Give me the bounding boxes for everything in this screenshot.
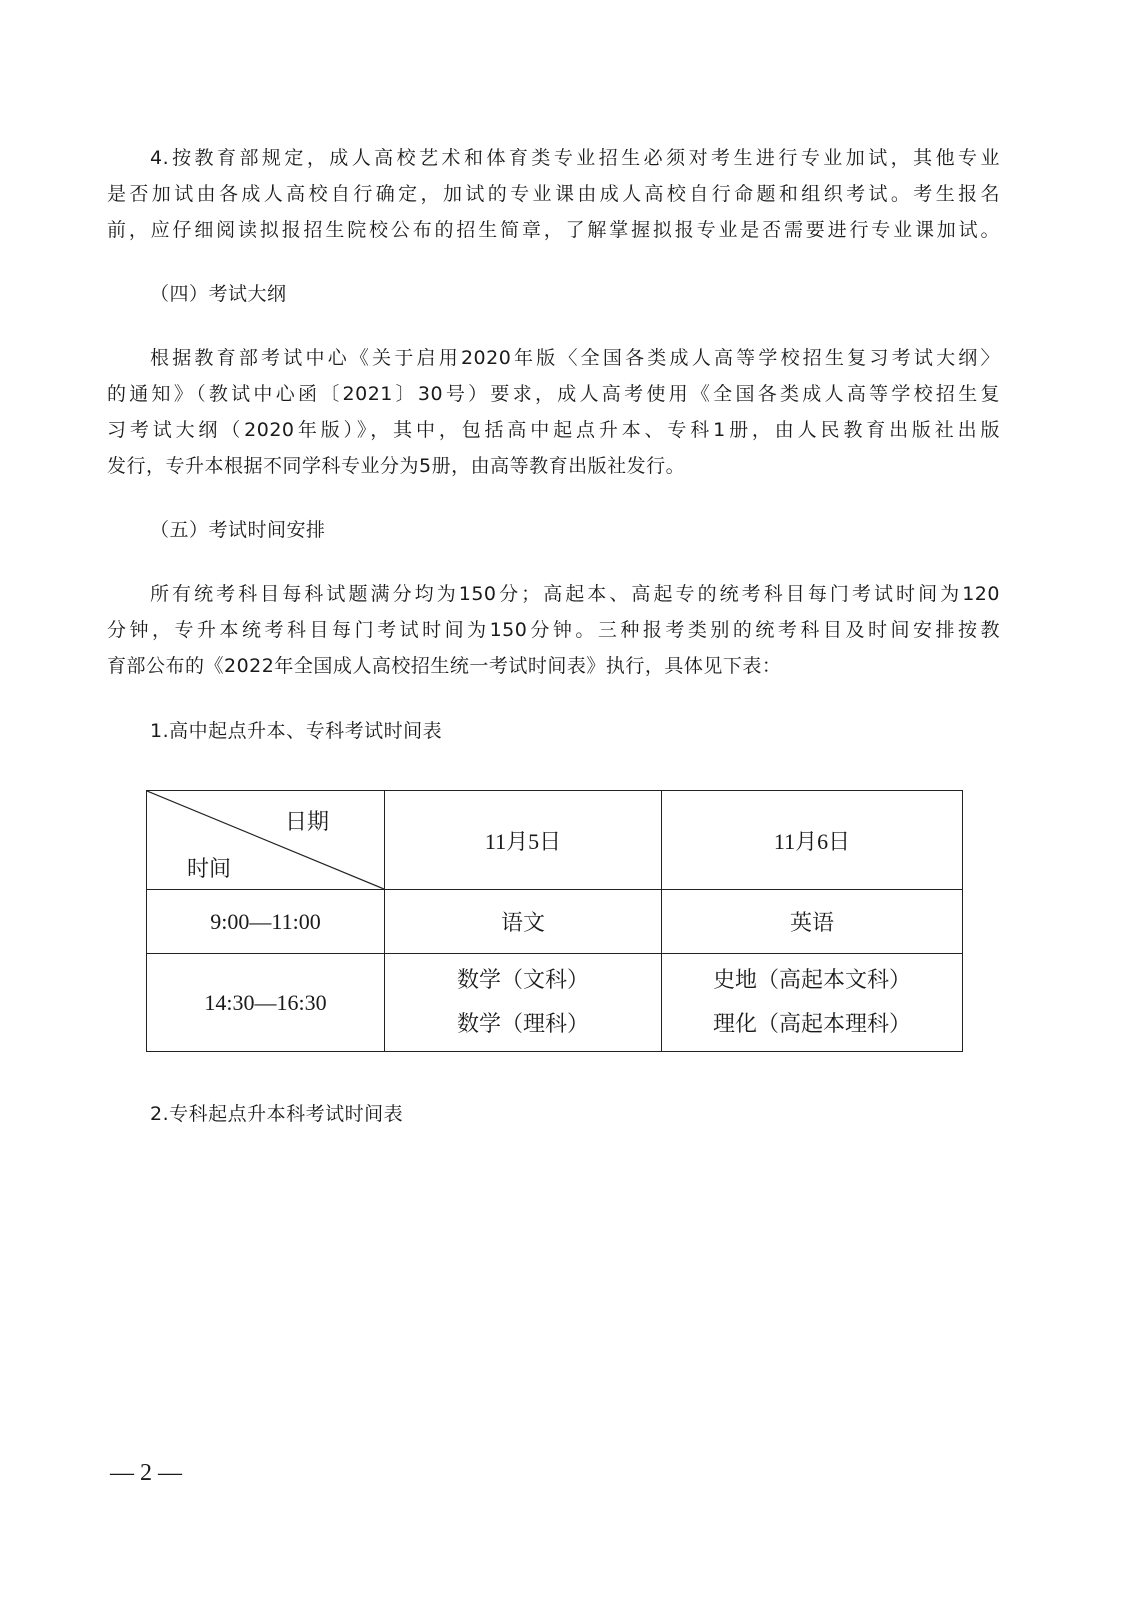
- text-line: 育部公布的《2022年全国成人高校招生统一考试时间表》执行，具体见下表：: [107, 655, 782, 677]
- subject: 数学（理科）: [456, 1011, 589, 1037]
- text-line: 所有统考科目每科试题满分均为150分；高起本、高起专的统考科目每门考试时间为120: [150, 583, 1000, 605]
- exam-schedule-table: [146, 790, 963, 1052]
- text-line: 前，应仔细阅读拟报招生院校公布的招生简章，了解掌握拟报专业是否需要进行专业课加试。: [107, 219, 1000, 241]
- table-row: [147, 954, 963, 1052]
- text-line: 发行，专升本根据不同学科专业分为5册，由高等教育出版社发行。: [107, 455, 686, 477]
- date-header: 11月6日: [662, 791, 963, 890]
- section-heading: （四）考试大纲: [150, 283, 287, 305]
- page-number: — 2 —: [110, 1460, 182, 1486]
- table-header-row: [147, 791, 963, 890]
- subject-cell: [385, 954, 662, 1052]
- text-line: 习考试大纲（2020年版）》，其中，包括高中起点升本、专科1册，由人民教育出版社出版: [107, 419, 1000, 441]
- subject-cell: [662, 954, 963, 1052]
- section-heading: （五）考试时间安排: [150, 519, 326, 541]
- header-time: 时间: [187, 857, 232, 882]
- table-title: 2.专科起点升本科考试时间表: [150, 1103, 404, 1125]
- time-cell: 9:00—11:00: [147, 890, 385, 954]
- subject-cell: 英语: [662, 890, 963, 954]
- table-row: [147, 890, 963, 954]
- subject-cell: 语文: [385, 890, 662, 954]
- header-date: 日期: [284, 810, 329, 835]
- time-cell: 14:30—16:30: [147, 954, 385, 1052]
- text-line: 的通知》（教试中心函〔2021〕30号）要求，成人高考使用《全国各类成人高等学校招生复: [107, 383, 1000, 405]
- text-line: 4.按教育部规定，成人高校艺术和体育类专业招生必须对考生进行专业加试，其他专业: [150, 147, 1000, 169]
- subject: 理化（高起本理科）: [712, 1011, 911, 1037]
- text-line: 分钟，专升本统考科目每门考试时间为150分钟。三种报考类别的统考科目及时间安排按教: [107, 619, 1000, 641]
- subject: 数学（文科）: [456, 967, 589, 993]
- date-header: 11月5日: [385, 791, 662, 890]
- text-line: 根据教育部考试中心《关于启用2020年版〈全国各类成人高等学校招生复习考试大纲〉: [150, 347, 1000, 369]
- text-line: 是否加试由各成人高校自行确定，加试的专业课由成人高校自行命题和组织考试。考生报名: [107, 183, 1000, 205]
- diagonal-header-cell: [147, 791, 385, 890]
- table-title: 1.高中起点升本、专科考试时间表: [150, 720, 443, 742]
- subject: 史地（高起本文科）: [712, 967, 911, 993]
- diagonal-line: [147, 791, 384, 889]
